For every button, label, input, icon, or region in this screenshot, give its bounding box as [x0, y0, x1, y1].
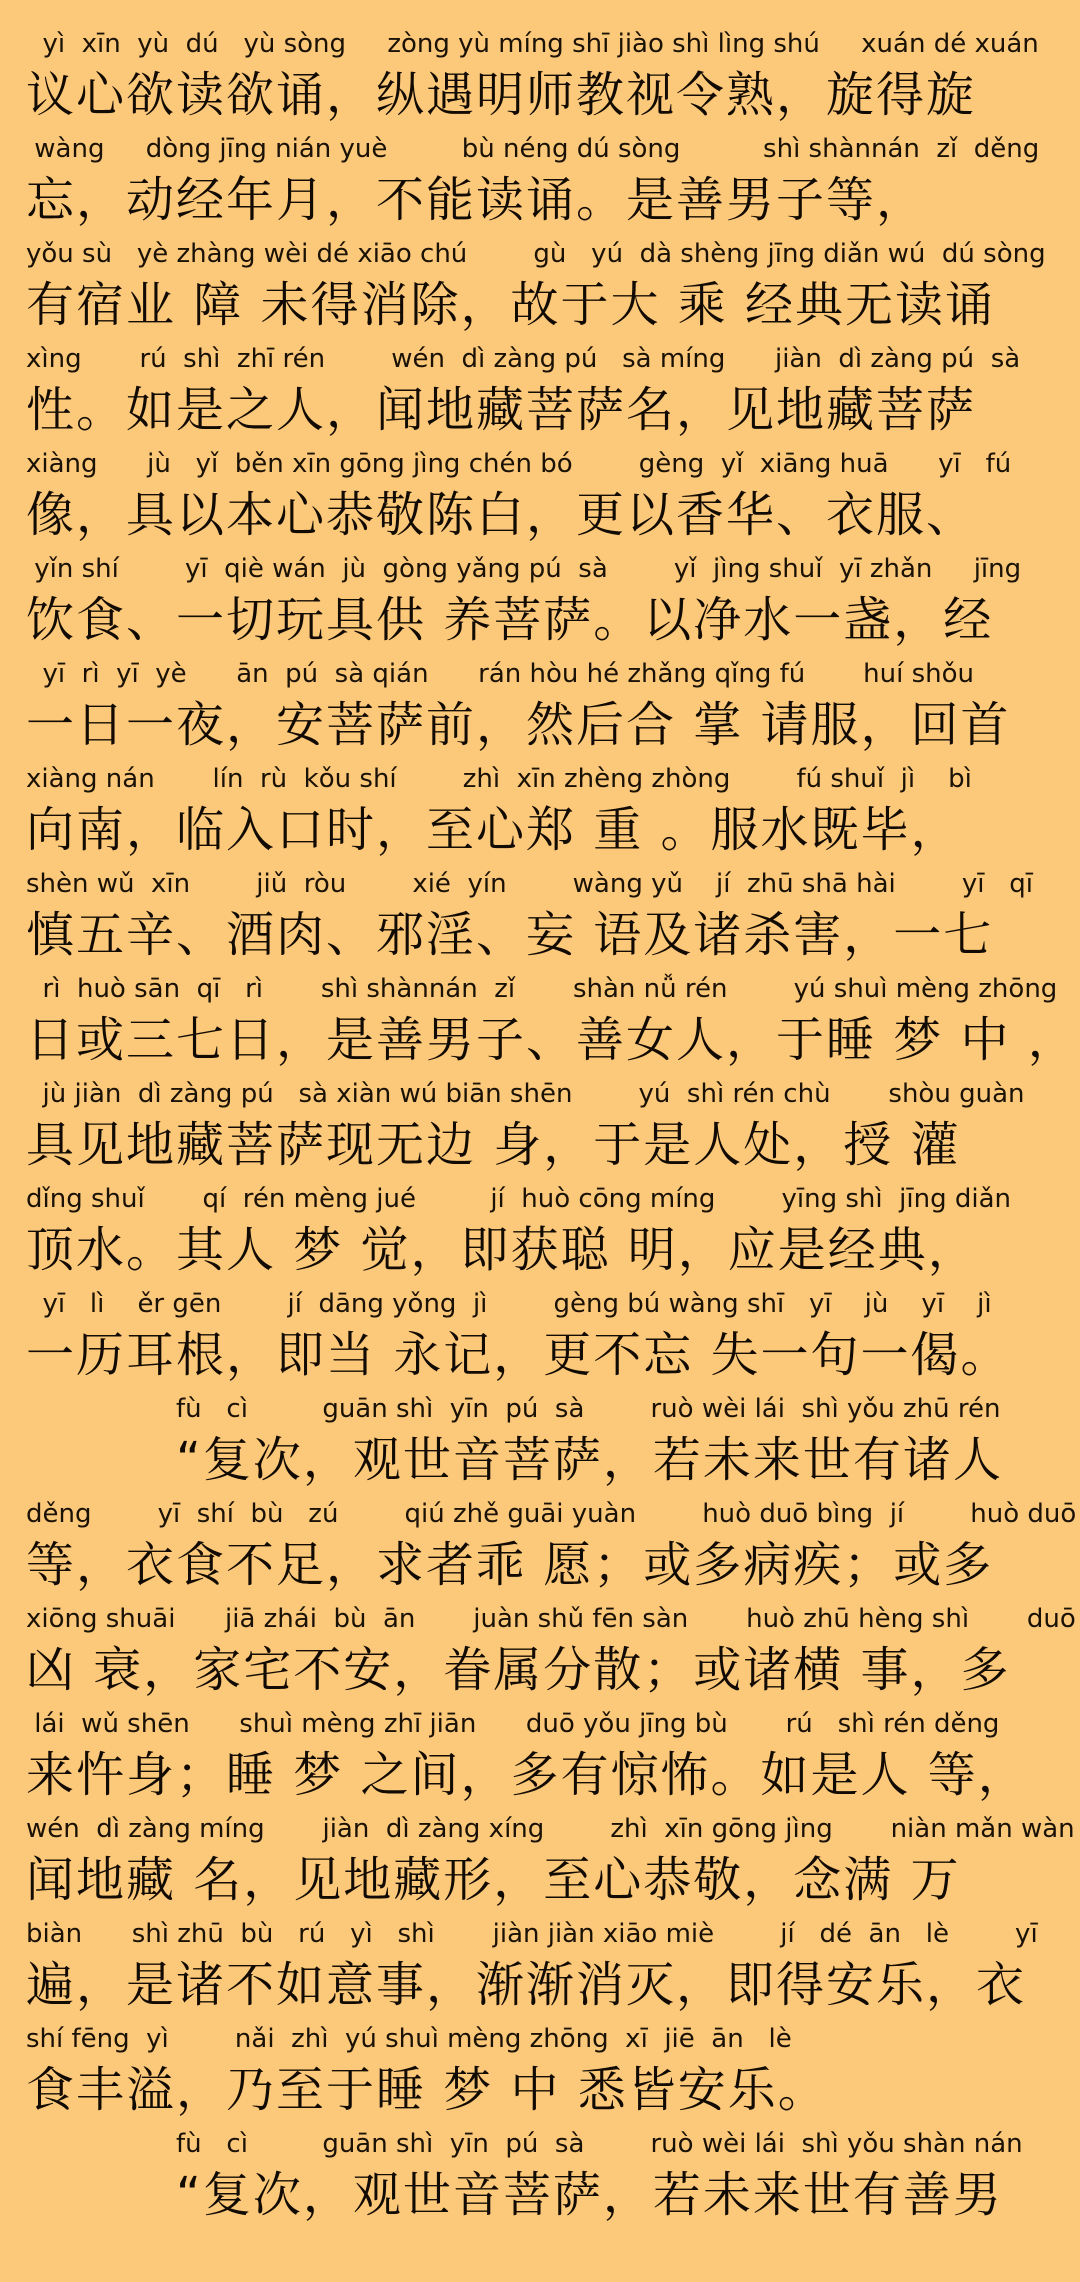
chinese-text: 具见地藏菩萨现无边 身，于是人处，授 灌 [26, 1117, 961, 1173]
chinese-text: 有宿业 障 未得消除，故于大 乘 经典无读诵 [26, 277, 996, 333]
verse-line [26, 238, 1054, 343]
chinese-text: “复次，观世音菩萨，若未来世有诸人 [176, 1432, 1003, 1488]
pinyin-annotation: shèn wǔ xīn jiǔ ròu xié yín wàng yǔ jí zhū shā hài yī qī [26, 869, 1033, 899]
verse-line [26, 1078, 1054, 1183]
chinese-text: 饮食、一切玩具供 养菩萨。以净水一盏，经 [26, 592, 994, 648]
verse-line-indented [26, 1393, 1054, 1498]
chinese-text: 向南，临入口时，至心郑 重 。服水既毕， [26, 802, 961, 858]
verse-line [26, 1813, 1075, 1918]
verse-line [26, 448, 1054, 553]
verse-line [26, 763, 1054, 868]
pinyin-annotation: yī lì ěr gēn jí dāng yǒng jì gèng bú wàng shī yī jù yī jì [26, 1289, 992, 1319]
pinyin-annotation: wàng dòng jīng nián yuè bù néng dú sòng shì shànnán zǐ děng [26, 134, 1040, 164]
verse-line [26, 343, 1054, 448]
chinese-text: 闻地藏 名，见地藏形，至心恭敬，念满 万 [26, 1852, 961, 1908]
verse-line [26, 1918, 1054, 2023]
pinyin-annotation: fù cì guān shì yīn pú sà ruò wèi lái shì yǒu shàn nán [176, 2129, 1023, 2159]
pinyin-annotation: xiàng jù yǐ běn xīn gōng jìng chén bó gèng yǐ xiāng huā yī fú [26, 449, 1012, 479]
verse-line [26, 1708, 1054, 1813]
pinyin-annotation: děng yī shí bù zú qiú zhě guāi yuàn huò duō bìng jí huò duō [26, 1499, 1077, 1529]
verse-line [26, 1603, 1076, 1708]
pinyin-annotation: yǒu sù yè zhàng wèi dé xiāo chú gù yú dà shèng jīng diǎn wú dú sòng [26, 239, 1046, 269]
chinese-text: 遍，是诸不如意事，渐渐消灭，即得安乐，衣 [26, 1957, 1027, 2013]
pinyin-annotation: xiàng nán lín rù kǒu shí zhì xīn zhèng zhòng fú shuǐ jì bì [26, 764, 972, 794]
pinyin-annotation: rì huò sān qī rì shì shànnán zǐ shàn nǚ rén yú shuì mèng zhōng [26, 974, 1058, 1004]
pinyin-annotation: xiōng shuāi jiā zhái bù ān juàn shǔ fēn sàn huò zhū hèng shì duō [26, 1604, 1076, 1634]
verse-line-indented [26, 2128, 1054, 2233]
chinese-text: 像，具以本心恭敬陈白，更以香华、衣服、 [26, 487, 977, 543]
chinese-text: 议心欲读欲诵，纵遇明师教视令熟，旋得旋 [26, 67, 977, 123]
chinese-text: 忘，动经年月，不能读诵。是善男子等， [26, 172, 927, 228]
pinyin-annotation: lái wǔ shēn shuì mèng zhī jiān duō yǒu jīng bù rú shì rén děng [26, 1709, 1000, 1739]
verse-line [26, 658, 1054, 763]
verse-line [26, 868, 1054, 973]
chinese-text: 慎五辛、酒肉、邪淫、妄 语及诸杀害，一七 [26, 907, 994, 963]
chinese-text: 性。如是之人，闻地藏菩萨名，见地藏菩萨 [26, 382, 977, 438]
verse-line [26, 28, 1054, 133]
chinese-text: 一历耳根，即当 永记，更不忘 失一句一偈。 [26, 1327, 1011, 1383]
chinese-text: 等，衣食不足，求者乖 愿；或多病疾；或多 [26, 1537, 994, 1593]
pinyin-annotation: jù jiàn dì zàng pú sà xiàn wú biān shēn yú shì rén chù shòu guàn [26, 1079, 1025, 1109]
pinyin-annotation: shí fēng yì nǎi zhì yú shuì mèng zhōng xī jiē ān lè [26, 2024, 792, 2054]
pinyin-annotation: xìng rú shì zhī rén wén dì zàng pú sà míng jiàn dì zàng pú sà [26, 344, 1021, 374]
pinyin-annotation: wén dì zàng míng jiàn dì zàng xíng zhì xīn gōng jìng niàn mǎn wàn [26, 1814, 1075, 1844]
verse-line [26, 973, 1078, 1078]
chinese-text: “复次，观世音菩萨，若未来世有善男 [176, 2167, 1003, 2223]
pinyin-annotation: yī rì yī yè ān pú sà qián rán hòu hé zhǎng qǐng fú huí shǒu [26, 659, 974, 689]
chinese-text: 凶 衰，家宅不安，眷属分散；或诸横 事，多 [26, 1642, 1011, 1698]
chinese-text: 来忤身；睡 梦 之间，多有惊怖。如是人 等， [26, 1747, 1028, 1803]
verse-line [26, 1498, 1077, 1603]
verse-line [26, 1183, 1054, 1288]
chinese-text: 食丰溢，乃至于睡 梦 中 悉皆安乐。 [26, 2062, 828, 2118]
verse-line [26, 2023, 1054, 2128]
pinyin-annotation: fù cì guān shì yīn pú sà ruò wèi lái shì yǒu zhū rén [176, 1394, 1001, 1424]
pinyin-annotation: yǐn shí yī qiè wán jù gòng yǎng pú sà yǐ jìng shuǐ yī zhǎn jīng [26, 554, 1022, 584]
pinyin-annotation: biàn shì zhū bù rú yì shì jiàn jiàn xiāo miè jí dé ān lè yī [26, 1919, 1038, 1949]
chinese-text: 日或三七日，是善男子、善女人，于睡 梦 中 ， [26, 1012, 1078, 1068]
pinyin-annotation: dǐng shuǐ qí rén mèng jué jí huò cōng míng yīng shì jīng diǎn [26, 1184, 1011, 1214]
verse-line [26, 553, 1054, 658]
verse-line [26, 1288, 1054, 1393]
chinese-text: 一日一夜，安菩萨前，然后合 掌 请服，回首 [26, 697, 1011, 753]
chinese-text: 顶水。其人 梦 觉，即获聪 明，应是经典， [26, 1222, 978, 1278]
pinyin-annotation: yì xīn yù dú yù sòng zòng yù míng shī jiào shì lìng shú xuán dé xuán [26, 29, 1039, 59]
verse-line [26, 133, 1054, 238]
